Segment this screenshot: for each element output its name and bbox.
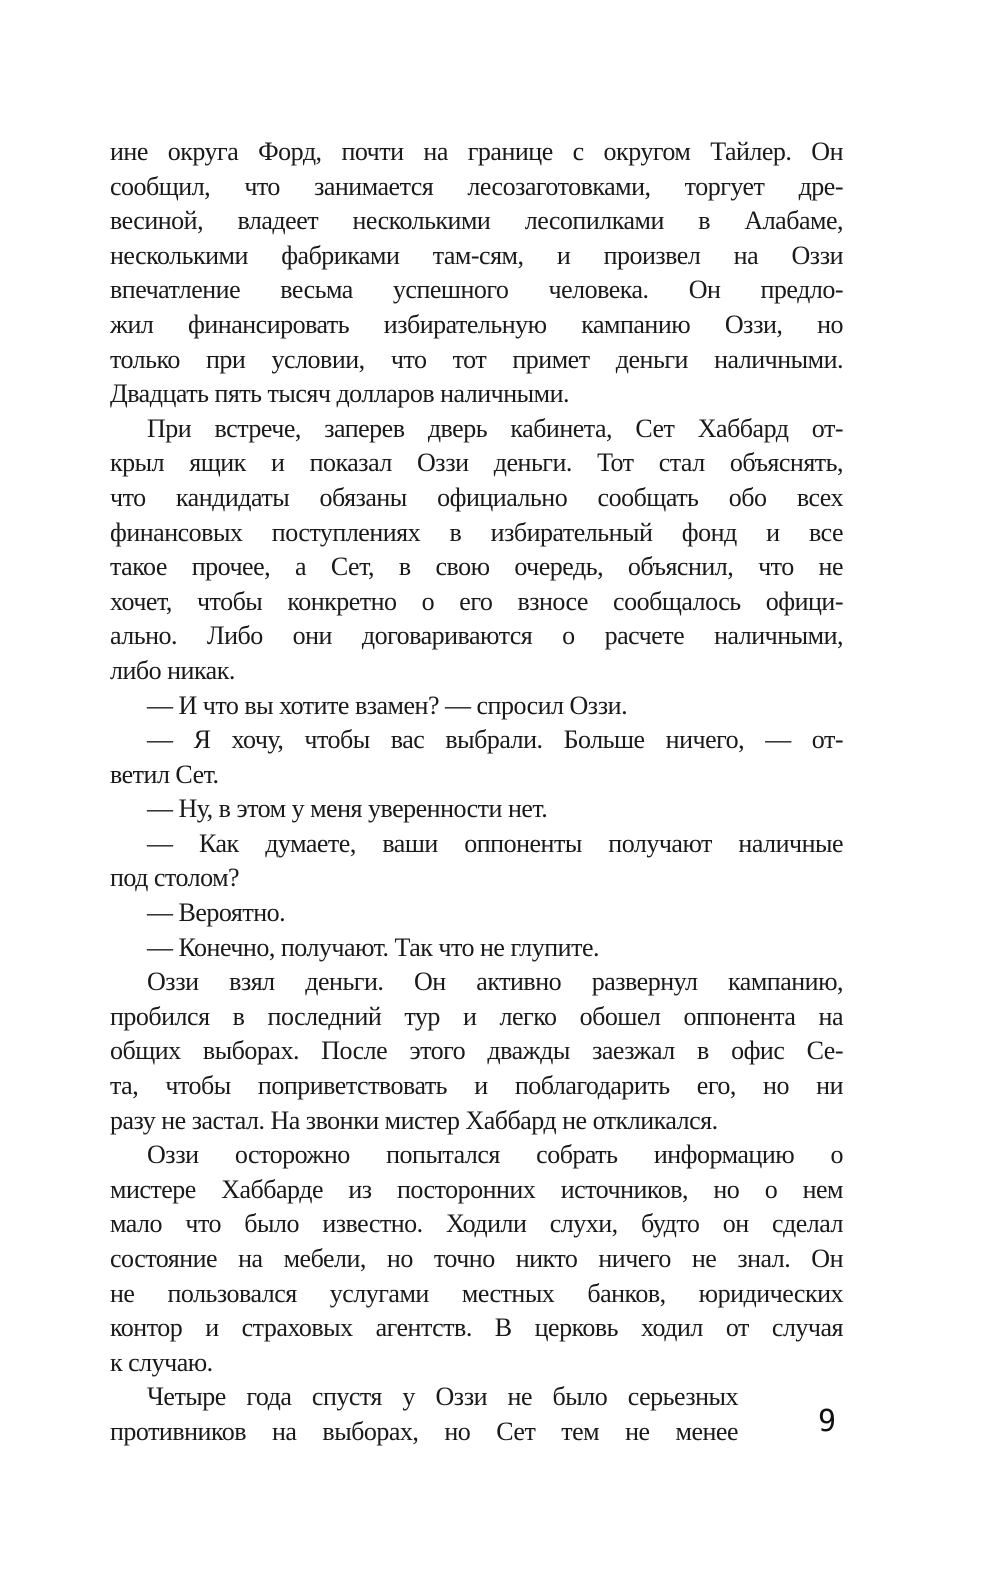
paragraph: [110, 135, 843, 412]
paragraph: [110, 1380, 738, 1449]
text-line: общих выборах. После этого дважды заезжал в офис Се-: [110, 1036, 843, 1066]
text-line: мало что было известно. Ходили слухи, будто он сделал: [110, 1209, 843, 1239]
paragraph: [110, 931, 843, 966]
paragraph: [110, 792, 843, 827]
text-line: При встрече, заперев дверь кабинета, Сет Хаббард от-: [147, 413, 843, 443]
text-line: — Как думаете, ваши оппоненты получают наличные: [147, 828, 843, 858]
text-line: Двадцать пять тысяч долларов наличными.: [110, 379, 569, 409]
text-line: противников на выборах, но Сет тем не менее: [110, 1416, 738, 1446]
page-number: 9: [818, 1404, 837, 1439]
text-line: только при условии, что тот примет деньги наличными.: [110, 344, 843, 374]
text-line: впечатление весьма успешного человека. Он предло-: [110, 275, 843, 305]
text-line: — Я хочу, чтобы вас выбрали. Больше ничего, — от-: [147, 725, 843, 755]
text-line: — Конечно, получают. Так что не глупите.: [147, 932, 599, 962]
paragraph: [110, 965, 843, 1138]
text-line: такое прочее, а Сет, в свою очередь, объяснил, что не: [110, 552, 843, 582]
text-line: — Ну, в этом у меня уверенности нет.: [147, 794, 548, 824]
paragraph: [110, 1138, 843, 1380]
text-line: контор и страховых агентств. В церковь ходил от случая: [110, 1313, 843, 1343]
text-line: финансовых поступлениях в избирательный фонд и все: [110, 517, 843, 547]
paragraph: [110, 827, 843, 896]
text-line: не пользовался услугами местных банков, юридических: [110, 1278, 843, 1308]
text-line: Оззи взял деньги. Он активно развернул кампанию,: [147, 967, 843, 997]
text-line: — Вероятно.: [147, 898, 286, 928]
paragraph: [110, 723, 843, 792]
text-line: Четыре года спустя у Оззи не было серьезных: [147, 1382, 738, 1412]
paragraph: [110, 896, 843, 931]
text-line: — И что вы хотите взамен? — спросил Оззи.: [147, 690, 628, 720]
text-line: Оззи осторожно попытался собрать информацию о: [147, 1140, 843, 1170]
text-line: состояние на мебели, но точно никто ничего не знал. Он: [110, 1244, 843, 1273]
text-line: весиной, владеет несколькими лесопилками в Алабаме,: [110, 206, 843, 236]
text-line: ветил Сет.: [110, 759, 219, 789]
text-line: сообщил, что занимается лесозаготовками, торгует дре-: [110, 171, 843, 201]
text-line: несколькими фабриками там-сям, и произвел на Оззи: [110, 240, 843, 270]
text-block: [110, 135, 843, 1450]
text-line: хочет, чтобы конкретно о его взносе сообщалось офици-: [110, 586, 843, 616]
text-line: та, чтобы поприветствовать и поблагодарить его, но ни: [110, 1071, 843, 1101]
paragraph: [110, 412, 843, 689]
text-line: мистере Хаббарде из посторонних источников, но о нем: [110, 1174, 843, 1204]
text-line: пробился в последний тур и легко обошел оппонента на: [110, 1001, 843, 1031]
text-line: разу не застал. На звонки мистер Хаббард не откликался.: [110, 1105, 718, 1135]
text-line: ально. Либо они договариваются о расчете наличными,: [110, 621, 843, 651]
text-line: жил финансировать избирательную кампанию Оззи, но: [110, 309, 843, 339]
text-line: ине округа Форд, почти на границе с округом Тайлер. Он: [110, 137, 843, 166]
text-line: под столом?: [110, 863, 240, 893]
text-line: к случаю.: [110, 1347, 213, 1377]
text-line: что кандидаты обязаны официально сообщать обо всех: [110, 482, 843, 512]
paragraph: [110, 689, 843, 724]
text-line: крыл ящик и показал Оззи деньги. Тот стал объяснять,: [110, 448, 843, 478]
text-line: либо никак.: [110, 655, 235, 685]
